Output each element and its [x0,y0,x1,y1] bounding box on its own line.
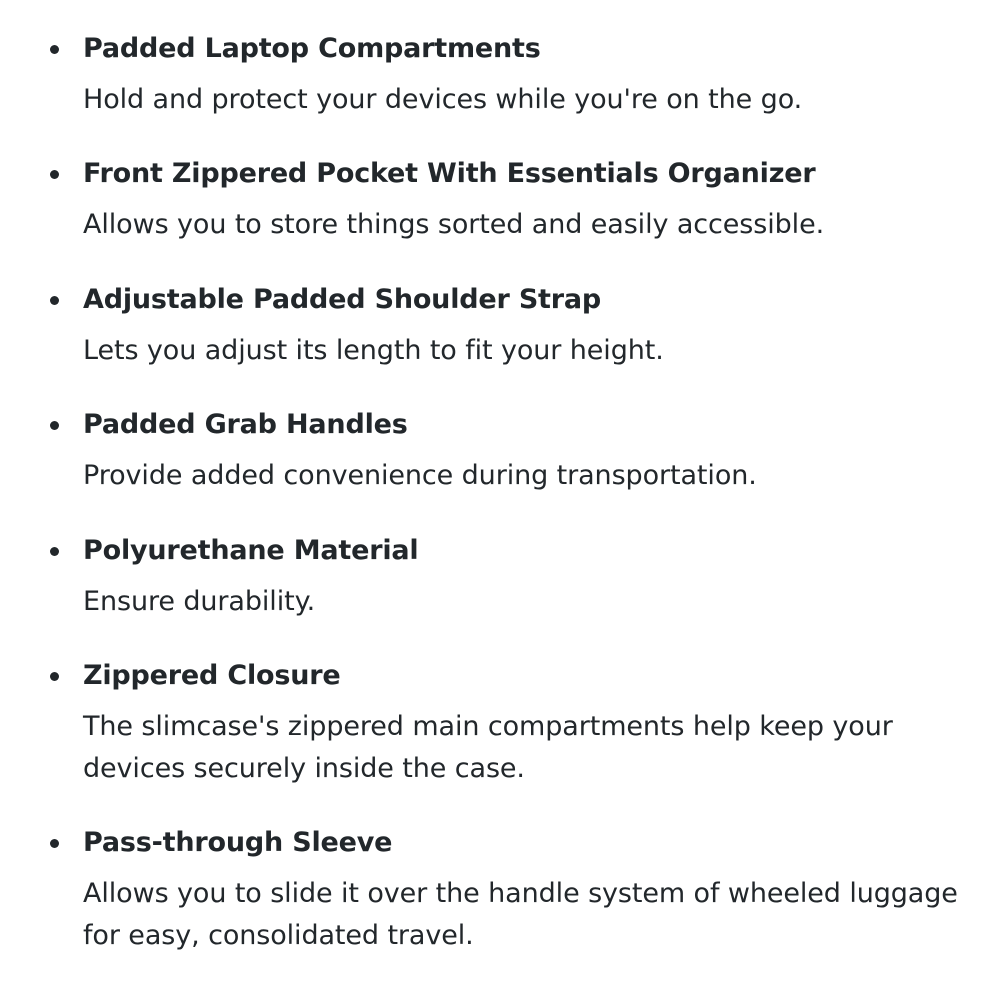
feature-description: Lets you adjust its length to fit your height. [83,335,664,366]
feature-title: Pass-through Sleeve [83,827,393,858]
bullet-icon [50,170,59,179]
bullet-icon [50,296,59,305]
bullet-icon [50,421,59,430]
feature-description: Ensure durability. [83,586,316,617]
feature-title: Polyurethane Material [83,535,419,566]
feature-title: Adjustable Padded Shoulder Strap [83,284,602,315]
feature-description: Allows you to store things sorted and easily accessible. [83,209,825,240]
bullet-icon [50,672,59,681]
feature-title: Zippered Closure [83,660,341,691]
bullet-icon [50,547,59,556]
feature-title: Padded Laptop Compartments [83,33,541,64]
bullet-icon [50,45,59,54]
feature-description: Allows you to slide it over the handle system of wheeled luggage for easy, consolidated travel. [83,878,958,951]
feature-description: Provide added convenience during transportation. [83,460,757,491]
feature-description: Hold and protect your devices while you're on the go. [83,84,803,115]
feature-title: Front Zippered Pocket With Essentials Organizer [83,158,816,189]
feature-title: Padded Grab Handles [83,409,408,440]
feature-description: The slimcase's zippered main compartments help keep your devices securely inside the case. [83,711,893,784]
bullet-icon [50,839,59,848]
